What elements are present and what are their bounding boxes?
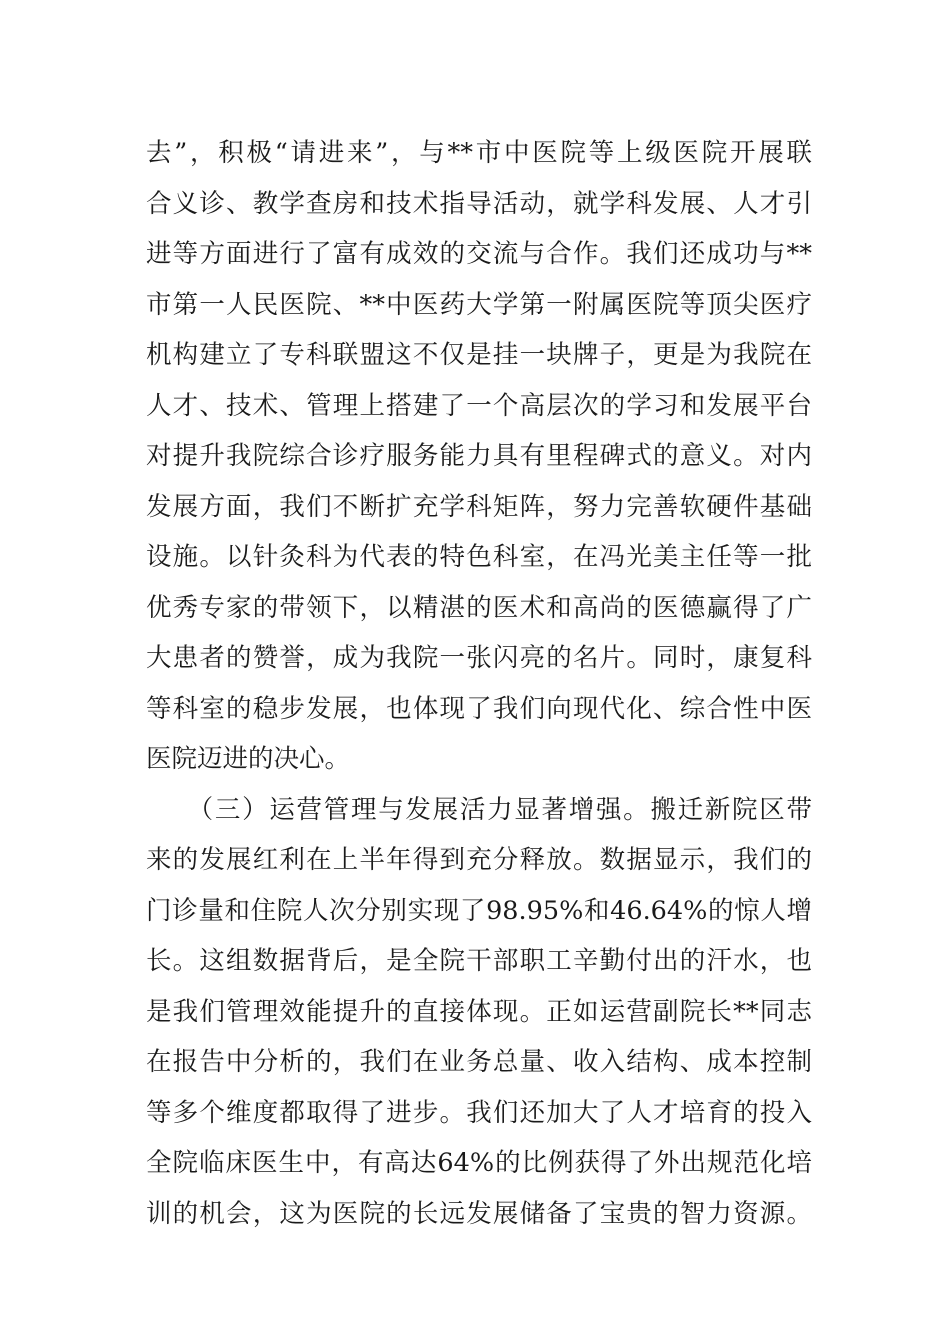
paragraph-line: 门诊量和住院人次分别实现了98.95%和46.64%的惊人增 <box>146 896 812 926</box>
paragraph-line: 人才、技术、管理上搭建了一个高层次的学习和发展平台 <box>146 391 812 421</box>
paragraph-line: 来的发展红利在上半年得到充分释放。数据显示，我们的 <box>146 845 812 875</box>
paragraph-line: 对提升我院综合诊疗服务能力具有里程碑式的意义。对内 <box>146 441 812 471</box>
paragraph-line: 医院迈进的决心。 <box>146 744 351 774</box>
paragraph-line: 发展方面，我们不断扩充学科矩阵，努力完善软硬件基础 <box>146 492 812 522</box>
paragraph-line: 去”，积极“请进来”，与**市中医院等上级医院开展联 <box>146 138 812 168</box>
paragraph-line: 大患者的赞誉，成为我院一张闪亮的名片。同时，康复科 <box>146 643 812 673</box>
paragraph-line: 训的机会，这为医院的长远发展储备了宝贵的智力资源。 <box>146 1199 812 1229</box>
paragraph-line: 全院临床医生中，有高达64%的比例获得了外出规范化培 <box>146 1148 812 1178</box>
paragraph-line: 进等方面进行了富有成效的交流与合作。我们还成功与** <box>146 239 812 269</box>
paragraph-line: 合义诊、教学查房和技术指导活动，就学科发展、人才引 <box>146 189 812 219</box>
paragraph-line: 优秀专家的带领下，以精湛的医术和高尚的医德赢得了广 <box>146 593 812 623</box>
paragraph-line: 是我们管理效能提升的直接体现。正如运营副院长**同志 <box>146 997 812 1027</box>
paragraph-line: 市第一人民医院、**中医药大学第一附属医院等顶尖医疗 <box>146 290 812 320</box>
paragraph-line: 等科室的稳步发展，也体现了我们向现代化、综合性中医 <box>146 694 812 724</box>
paragraph-line: （三）运营管理与发展活力显著增强。搬迁新院区带 <box>146 795 812 825</box>
paragraph-line: 在报告中分析的，我们在业务总量、收入结构、成本控制 <box>146 1047 812 1077</box>
paragraph-line: 机构建立了专科联盟这不仅是挂一块牌子，更是为我院在 <box>146 340 812 370</box>
paragraph-line: 设施。以针灸科为代表的特色科室，在冯光美主任等一批 <box>146 542 812 572</box>
paragraph-line: 等多个维度都取得了进步。我们还加大了人才培育的投入 <box>146 1098 812 1128</box>
paragraph-line: 长。这组数据背后，是全院干部职工辛勤付出的汗水，也 <box>146 946 812 976</box>
